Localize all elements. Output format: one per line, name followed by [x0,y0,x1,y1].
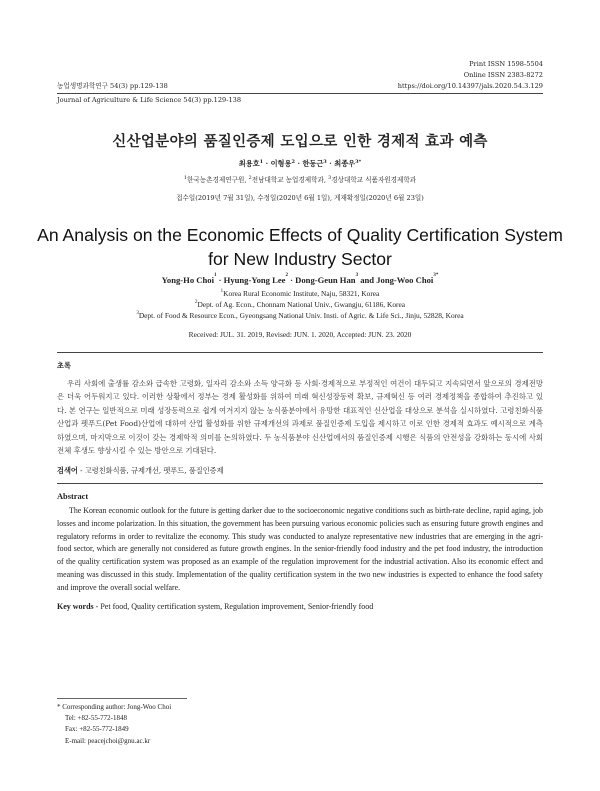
author-separator: · [216,275,224,285]
dates-korean: 접수일(2019년 7월 31일), 수정일(2020년 6월 1일), 게재확정일(2020년 6월 23일) [176,194,424,202]
affiliation-ko: 경상대학교 식품자원경제학과 [331,176,417,184]
affiliation-line-en [0,299,600,310]
online-issn: Online ISSN 2383-8272 [463,71,543,79]
keywords-en-label: Key words [57,602,94,611]
author-sup-en: 3 [355,273,359,278]
footnote-rule [57,698,187,699]
author-sup-en: 1 [213,273,217,278]
keywords-en-dash: - [93,602,101,611]
corresponding-author: * Corresponding author: Jong-Woo Choi [57,703,172,711]
author-name-en: Yong-Ho Choi [161,275,214,285]
affiliations-english [0,288,600,321]
affiliation-sup-ko: 3 [328,175,332,181]
tel: Tel: +82-55-772-1848 [65,714,127,723]
affiliation-en: Korea Rural Economic Institute, Naju, 58321, Korea [223,289,380,298]
abstract-ko-bottom-rule [57,483,543,484]
doi-link[interactable]: https://doi.org/10.14397/jals.2020.54.3.129 [397,82,543,90]
abstract-ko-text: 우리 사회에 출생률 감소와 급속한 고령화, 일자리 감소와 소득 양극화 등 사회·경제적으로 부정적인 여건이 대두되고 지속되면서 앞으로의 경제전망은 더욱 어두워지고 있다. 이러한 상황에서 정부는 경제 활성화를 위하여 미래 혁신성장동력 확보, 규제혁신 등 여러 경제정책을 종합하여 추진하고 있다. 본 연구는 일반적으로 미래 성장동력으로 쉽게 여겨지지 않는 농식품분야에서 유망한 대표적인 신산업을 대상으로 분석을 실시하였다. 고령친화식품산업과 펫푸드(Pet Food)산업에 대하여 산업 활성화를 위한 규제개선의 과제로 품질인증제 도입을 제시하고 이로 인한 경제적 효과도 예시적으로 계측하였으며, 마지막으로 이것이 갖는 경제학적 의미를 논의하였다. 두 농식품분야 신산업에서의 품질인증제 시행은 식품의 안전성을 강화하는 동시에 사회 전체 후생도 향상시킬 수 있는 방안으로 기대된다. [57,379,543,456]
authors-english [0,275,600,285]
author-separator: · [263,159,271,168]
journal-name-en: Journal of Agriculture & Life Science 54(3) pp.129-138 [57,96,242,104]
affiliation-line-en [0,288,600,299]
author-sup-ko: 1 [259,159,264,165]
title-english-line2: for New Industry Sector [208,249,392,269]
footnote [57,702,171,747]
author-separator: · [326,159,335,168]
title-korean: 신산업분야의 품질인증제 도입으로 인한 경제적 효과 예측 [112,134,488,150]
header-rule [57,93,543,94]
title-english-line1: An Analysis on the Economic Effects of Quality Certification System [37,225,563,245]
author-separator: · [294,159,303,168]
author-name-ko: 이형용 [270,159,292,168]
affiliations-korean [0,176,600,185]
affiliation-line-en [0,310,600,321]
fax: Fax: +82-55-772-1849 [65,725,129,734]
author-sup-en: 2 [285,273,288,278]
affiliation-ko: 한국농촌경제연구원, [187,176,249,184]
affiliation-sup-ko: 2 [248,175,252,181]
email[interactable]: E-mail: peacejchoi@gnu.ac.kr [65,736,151,745]
author-sup-ko: 3 [323,159,327,165]
author-name-en: Jong-Woo Choi [376,275,434,285]
affiliation-sup-en: 2 [194,300,198,305]
author-separator: and [358,275,377,285]
affiliation-sup-ko: 1 [183,175,187,181]
journal-name-ko: 농업생명과학연구 54(3) pp.129-138 [57,82,168,90]
author-sup-ko: 2 [291,159,295,165]
author-sup-ko: 3* [355,159,362,165]
author-name-ko: 한동근 [302,159,324,168]
abstract-en-heading: Abstract [57,492,89,501]
affiliation-ko: 전남대학교 농업경제학과, [251,176,329,184]
dates-english: Received: JUL. 31. 2019, Revised: JUN. 1. 2020, Accepted: JUN. 23. 2020 [188,330,412,339]
abstract-ko-top-rule [57,352,543,353]
keywords-ko-label: 검색어 [57,466,78,475]
keywords-ko-dash: - [77,466,85,475]
print-issn: Print ISSN 1598-5504 [469,60,543,68]
author-name-en: Hyung-Yong Lee [223,275,286,285]
authors-korean [0,159,600,169]
abstract-ko-heading: 초록 [57,361,71,370]
author-name-en: Dong-Geun Han [295,275,356,285]
keywords-en [57,602,373,611]
author-sup-en: 3* [433,273,439,278]
keywords-en-text: Pet food, Quality certification system, Regulation improvement, Senior-friendly food [100,602,374,611]
affiliation-sup-en: 3 [136,311,139,316]
keywords-ko-text: 고령친화식품, 규제개선, 펫푸드, 품질인증제 [84,466,224,475]
author-separator: · [287,275,296,285]
keywords-ko [57,466,224,476]
affiliation-sup-en: 1 [220,289,224,294]
author-name-ko: 최종우 [334,159,356,168]
affiliation-en: Dept. of Ag. Econ., Chonnam National Univ., Gwangju, 61186, Korea [197,300,406,309]
affiliation-en: Dept. of Food & Resource Econ., Gyeongsang National Univ. Insti. of Agric. & Life Sci., Jinju, 52828, Korea [138,311,464,320]
abstract-en-text: The Korean economic outlook for the future is getting darker due to the socioeconomic negative conditions such as birth-rate decline, rapid aging, job losses and income polarization. In this situation, the government has been pursuing various economic policies such as ensuring future growth engines and regulatory reforms in order to revitalize the economy. This study was conducted to analyze representative new industries that are emerging in the agri-food sector, which are generally not considered as future growth engines. In the senior-friendly food industry and the pet food industry, the introduction of the quality certification system was proposed as an example of the regulation improvement for the industrial activation. Also its economic effect and meaning was discussed in this study. Implementation of the quality certification system in the two new industries is expected to enhance the food safety and improve the overall social welfare. [57,506,543,592]
author-name-ko: 최용호 [238,159,260,168]
